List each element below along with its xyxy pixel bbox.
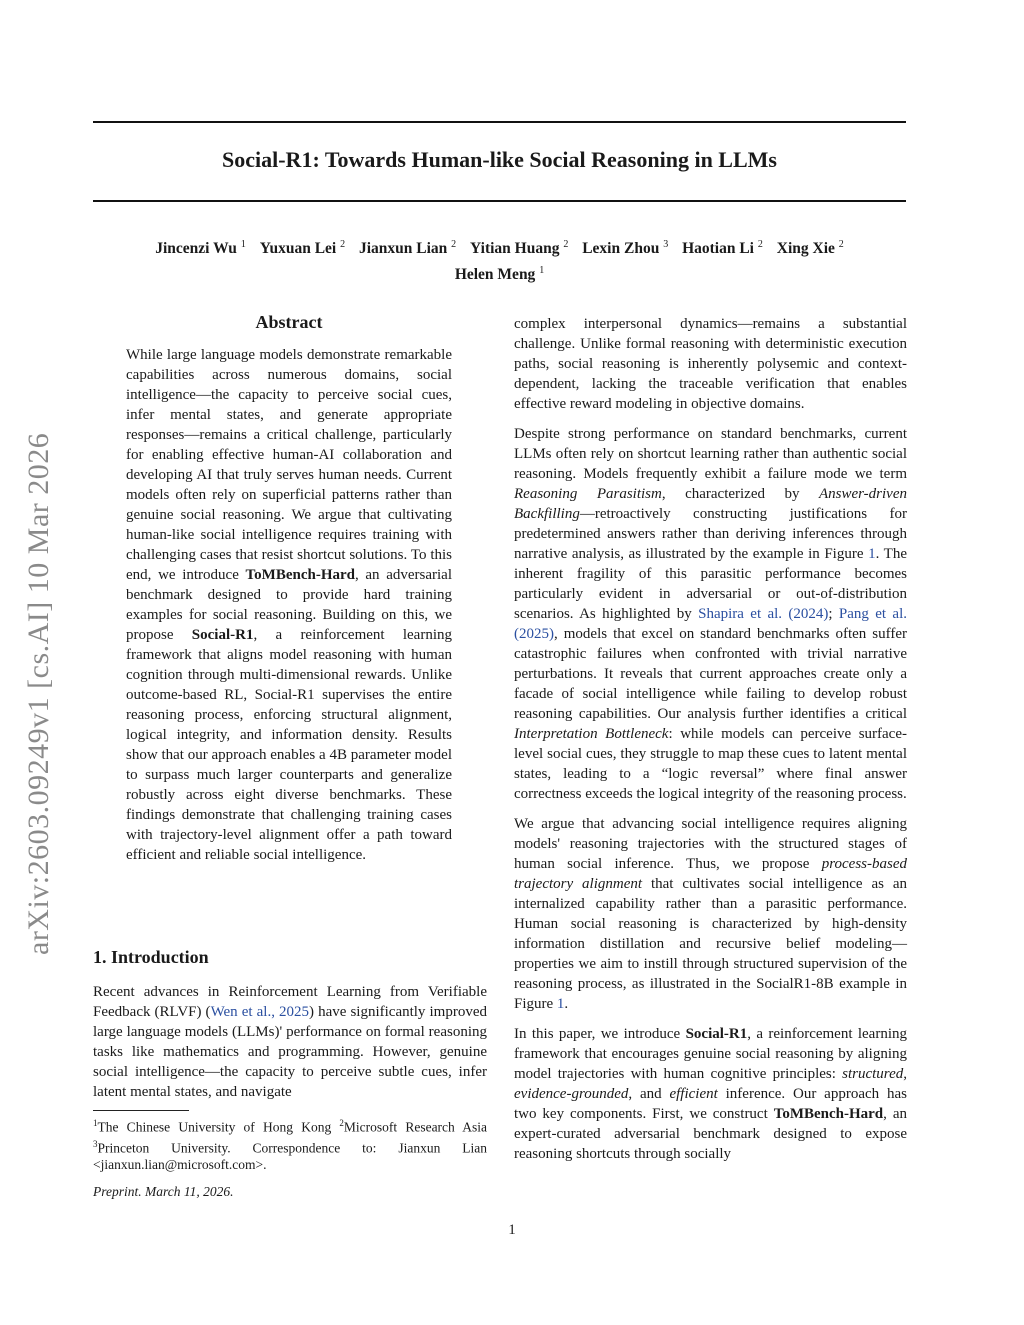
page-number: 1 — [508, 1222, 516, 1238]
author: Yitian Huang $^2$ — [470, 239, 569, 258]
intro-paragraph-4: In this paper, we introduce Social-R1, a reinforcement learning framework that encourages genuine social reasoning by aligning model trajectories with human cognitive principles: structured, evidence-grounded, and efficient inference. Our approach has two key components. First, we construct ToMBench-Hard, an expert-curated adversarial benchmark designed to expose reasoning shortcuts through socially — [514, 1026, 908, 1162]
author-list — [93, 234, 906, 286]
section-heading-introduction: 1. Introduction — [93, 947, 209, 967]
left-column-text — [93, 982, 487, 1112]
figure-link[interactable]: 1 — [868, 546, 876, 562]
intro-paragraph-1-continued: complex interpersonal dynamics—remains a substantial challenge. Unlike formal reasoning with deterministic execution paths, social reasoning is inherently polysemic and context-dependent, lacking the traceable verification that enables effective reward modeling in objective domains. — [514, 316, 907, 412]
figure-link[interactable]: 1 — [556, 996, 565, 1012]
author: Helen Meng $^1$ — [454, 265, 545, 284]
author: Jianxun Lian $^2$ — [358, 239, 457, 258]
intro-paragraph-1: Recent advances in Reinforcement Learning from Verifiable Feedback (RLVF) (Wen et al., 2025) have significantly improved large language models (LLMs)' performance on formal reasoning tasks like mathematics and programming. However, genuine social intelligence—the capacity to perceive subtle cues, infer latent mental states, and navigate — [93, 984, 487, 1100]
author: Lexin Zhou $^3$ — [582, 239, 669, 258]
title-top-rule — [93, 121, 906, 123]
author: Xing Xie $^2$ — [776, 239, 844, 258]
intro-paragraph-2: Despite strong performance on standard benchmarks, current LLMs often rely on shortcut learning rather than authentic social reasoning. Models frequently exhibit a failure mode we term Reasoning Parasitism, characterized by Answer-driven Backfilling—retroactively constructing justifications for predetermined answers rather than deriving inferences through narrative analysis, as illustrated by the example in Figure 1. The inherent fragility of this parasitic performance becomes particularly evident in adversarial or out-of-distribution scenarios. As highlighted by Shapira et al. (2024); Pang et al. (2025), models that excel on standard benchmarks often suffer catastrophic failures when confronted with trivial narrative perturbations. It reveals that current approaches create only a facade of social intelligence while failing to develop robust reasoning capabilities. Our analysis further identifies a critical Interpretation Bottleneck: while models can perceive surface-level social cues, they struggle to map these cues to latent mental states, leading to a “logic reversal” where final answer correctness exceeds the logical integrity of the reasoning process. — [514, 426, 908, 802]
author: Haotian Li $^2$ — [682, 239, 763, 258]
paper-title: Social-R1: Towards Human-like Social Reasoning in LLMs — [222, 147, 777, 172]
title-bottom-rule — [93, 200, 906, 202]
author: Yuxuan Lei $^2$ — [259, 239, 346, 258]
citation-link[interactable]: Wen et al., 2025 — [210, 1004, 310, 1020]
right-column-text — [514, 314, 907, 1174]
abstract-text: While large language models demonstrate remarkable capabilities across numerous domains, social intelligence—the capacity to perceive social cues, infer mental states, and generate appropriate responses—remains a critical challenge, particularly for enabling effective human-AI collaboration and developing AI that truly serves human needs. Current models often rely on superficial patterns rather than genuine social reasoning. We argue that cultivating human-like social intelligence requires training with challenging cases that resist shortcut solutions. To this end, we introduce ToMBench-Hard, an adversarial benchmark designed to provide hard training examples for social reasoning. Building on this, we propose Social-R1, a reinforcement learning framework that aligns model reasoning with human cognition through multi-dimensional rewards. Unlike outcome-based RL, Social-R1 supervises the entire reasoning process, enforcing structural alignment, logical integrity, and information density. Results show that our approach enables a 4B parameter model to surpass much larger counterparts and generalize robustly across eight diverse benchmarks. These findings demonstrate that challenging training cases with trajectory-level alignment offer a path toward efficient and reliable social intelligence. — [126, 347, 453, 863]
footnote-rule — [93, 1110, 189, 1111]
arxiv-stamp: arXiv:2603.09249v1 [cs.AI] 10 Mar 2026 — [22, 432, 55, 955]
citation-link[interactable]: Shapira et al. (2024) — [698, 606, 829, 622]
citation-link[interactable]: Pang et al. (2025) — [514, 606, 908, 642]
intro-paragraph-3: We argue that advancing social intelligence requires aligning models' reasoning trajectories with the structured stages of human social inference. Thus, we propose process-based trajectory alignment that cultivates social intelligence as an internalized capability rather than a parasitic performance. Human social reasoning is characterized by high-density information distillation and recursive belief modeling—properties we aim to instill through structured supervision of the reasoning process, as illustrated in the SocialR1-8B example in Figure 1. — [514, 816, 907, 1012]
affiliation-footnote: $^1$The Chinese University of Hong Kong $^2$Microsoft Research Asia $^3$Princeton University. Correspondence to: Jianxun Lian <jianxun.lian@microsoft.com>. — [93, 1118, 487, 1172]
preprint-date: Preprint. March 11, 2026. — [93, 1184, 234, 1199]
author: Jincenzi Wu $^1$ — [155, 239, 246, 258]
abstract-heading: Abstract — [255, 312, 323, 332]
